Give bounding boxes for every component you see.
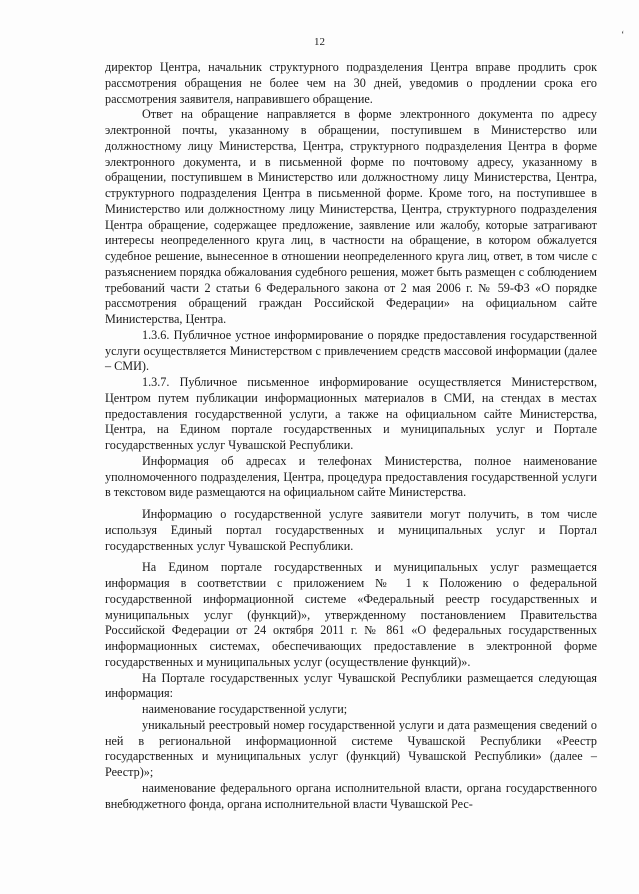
- paragraph-unified-portal: На Едином портале государственных и муниципальных услуг размещается информация в соответствии с приложением № 1 к Положению о федеральной государственной информационной системе «Федеральный реестр государственных и муниципальных услуг (функций)», утвержденному постановлением Правительства Российской Федерации от 24 октября 2011 г. № 861 «О федеральных государственных информационных системах, обеспечивающих предоставление в электронной форме государственных и муниципальных услуг (осуществление функций)».: [105, 560, 597, 669]
- page-number: 12: [314, 36, 325, 48]
- corner-mark: ‘: [621, 30, 625, 41]
- paragraph-regional-portal: На Портале государственных услуг Чувашской Республики размещается следующая информация:: [105, 670, 597, 701]
- paragraph-response-delivery: Ответ на обращение направляется в форме электронного документа по адресу электронной почты, указанному в обращении, поступившем в Министерство или должностному лицу Министерства, Центра, структурного подразделения Центра в форме электронного документа, и в письменной форме по почтовому адресу, указанному в обращении, поступившем в Министерство или должностному лицу Министерства, Центра, структурного подразделения Центра в письменной форме. Кроме того, на поступившее в Министерство или должностному лицу Министерства, Центра, структурного подразделения Центра обращение, содержащее предложение, заявление или жалобу, которые затрагивают интересы неопределенного круга лиц, в частности на обращение, в котором обжалуется судебное решение, вынесенное в отношении неопределенного круга лиц, ответ, в том числе с разъяснением порядка обжалования судебного решения, может быть размещен с соблюдением требований части 2 статьи 6 Федерального закона от 2 мая 2006 г. № 59-ФЗ «О порядке рассмотрения обращений граждан Российской Федерации» на официальном сайте Министерства, Центра.: [105, 107, 597, 326]
- list-item-authority-name: наименование федерального органа исполнительной власти, органа государственного внебюджетного фонда, органа исполнительной власти Чувашской Рес-: [105, 780, 597, 811]
- list-item-registry-number: уникальный реестровый номер государственной услуги и дата размещения сведений о ней в региональной информационной системе Чувашской Республики «Реестр государственных и муниципальных услуг (функций) Чувашской Республики» (далее – Реестр)»;: [105, 717, 597, 779]
- paragraph-1-3-7: 1.3.7. Публичное письменное информирование осуществляется Министерством, Центром путем публикации информационных материалов в СМИ, на стендах в местах предоставления государственной услуги, а также на официальном сайте Министерства, Центра, на Едином портале государственных и муниципальных услуг и Портале государственных услуг Чувашской Республики.: [105, 375, 597, 452]
- paragraph-continuation: директор Центра, начальник структурного подразделения Центра вправе продлить срок рассмотрения обращения не более чем на 30 дней, уведомив о продлении срока его рассмотрения заявителя, направившего обращение.: [105, 60, 597, 106]
- paragraph-addresses-phones: Информация об адресах и телефонах Министерства, полное наименование уполномоченного подразделения, Центра, процедура предоставления государственной услуги в текстовом виде размещаются на официальном сайте Министерства.: [105, 453, 597, 500]
- paragraph-portal-info: Информацию о государственной услуге заявители могут получить, в том числе используя Единый портал государственных и муниципальных услуг и Портал государственных услуг Чувашской Республики.: [105, 507, 597, 553]
- document-body: [105, 60, 597, 812]
- list-item-service-name: наименование государственной услуги;: [142, 702, 348, 716]
- paragraph-1-3-6: 1.3.6. Публичное устное информирование о порядке предоставления государственной услуги осуществляется Министерством с привлечением средств массовой информации (далее – СМИ).: [105, 327, 597, 374]
